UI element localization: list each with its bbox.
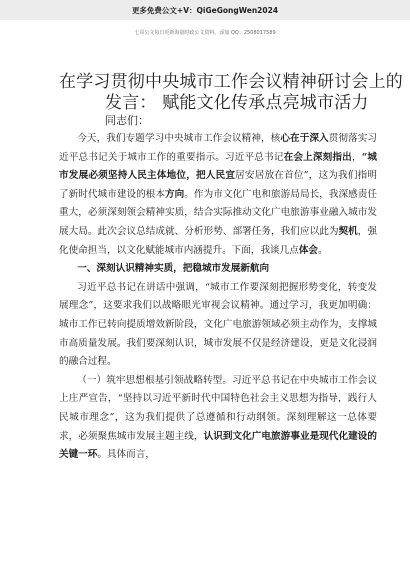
- bold-text-run: 认识到文化广电旅游事业是现代化建设的关键一环: [59, 430, 378, 461]
- text-run: 。具体而言，: [97, 449, 155, 461]
- bold-text-run: 契机: [338, 225, 358, 237]
- text-run: 贯彻落实习近平总书记关于城市工作的重要指示。习近平总书记: [59, 133, 378, 163]
- paragraph-subsection1: [59, 372, 377, 465]
- source-note: 七哥公文每日更新海量时政公文资料，添加 QQ：2508017589: [134, 30, 276, 36]
- paragraph-section1: 习近平总书记在讲话中强调，“城市工作要深刻把握形势变化，转变发展理念”，这要求我们以战略眼光审视会议精神。通过学习，我更加明确：城市工作已转向提质增效新阶段，文化广电旅游领域必须主动作为，支撑城市高质量发展。我们要深刻认识，城市发展不仅是经济建设，更是文化浸润的融合过程。: [59, 281, 377, 368]
- bold-text-run: “城市发展必须坚持人民主体地位，把人民宜: [59, 151, 378, 182]
- text-run: 。作为市文化广电和旅游局局长，我深感责任重大，必须深刻领会精神实质，结合实际推动文化广电旅游事业融入城市发展大局。此次会议总结成就、分析形势、部署任务，我们应以此为: [59, 188, 378, 237]
- promo-banner: [0, 0, 410, 20]
- text-run: ，: [351, 151, 362, 163]
- document-body: [59, 72, 403, 465]
- paragraph-intro: [59, 130, 377, 260]
- text-run: 今天，我们专题学习中央城市工作会议精神，核: [77, 133, 281, 144]
- text-run: 居安居放在首位”，这为我们指明了新时代城市建设的根本: [59, 170, 378, 200]
- document-title: [59, 72, 403, 114]
- bold-text-run: 在会上深刻指出: [283, 151, 352, 163]
- text-run: 。: [318, 244, 328, 256]
- bold-text-run: 心在于深入: [280, 133, 329, 144]
- text-run: ，强化使命担当，以文化赋能城市内涵提升。下面，我谈几点: [59, 225, 378, 256]
- title-line-2: 发言： 赋能文化传承点亮城市活力: [105, 93, 369, 113]
- title-line-1: 在学习贯彻中央城市工作会议精神研讨会上的: [59, 72, 403, 92]
- bold-text-run: 方向: [165, 188, 185, 200]
- text-run: （一）筑牢思想根基引领战略转型。习近平总书记在中央城市工作会议上庄严宣告，“坚持以习近平新时代中国特色社会主义思想为指导，践行人民城市理念”，这为我们提供了总遵循和行动纲领。深刻理解这一总体要求，必须聚焦城市发展主题主线，: [59, 374, 377, 442]
- bold-text-run: 体会: [298, 244, 319, 256]
- section-heading-1: 一、深刻认识精神实质，把稳城市发展新航向: [77, 263, 270, 275]
- greeting: 同志们：: [105, 114, 149, 127]
- banner-text: 更多免费公文+V：QiGeGongWen2024: [131, 5, 279, 15]
